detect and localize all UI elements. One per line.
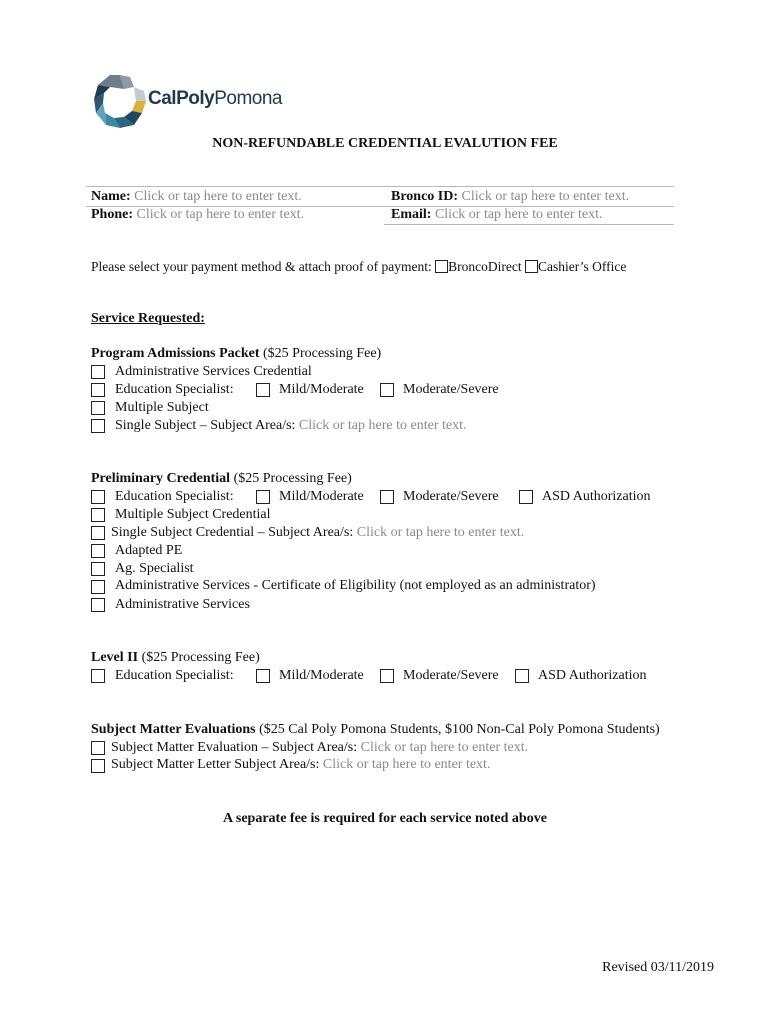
mild-moderate-label: Mild/Moderate (279, 382, 364, 397)
subject-matter-letter-row (111, 757, 490, 773)
level2-education-specialist-label: Education Specialist: (115, 668, 234, 683)
logo-wordmark: CalPolyPomona (148, 88, 282, 109)
bronco-id-label: Bronco ID: (391, 189, 459, 204)
education-specialist-checkbox[interactable] (91, 383, 105, 397)
subject-matter-letter-label: Subject Matter Letter Subject Area/s: (111, 757, 320, 772)
prelim-asd-authorization-label: ASD Authorization (542, 489, 651, 504)
email-field[interactable] (391, 207, 603, 223)
service-requested-heading: Service Requested: (91, 311, 205, 326)
subject-matter-evaluation-checkbox[interactable] (91, 741, 105, 755)
document-title: NON-REFUNDABLE CREDENTIAL EVALUTION FEE (212, 136, 558, 151)
subject-matter-evaluation-row (111, 740, 528, 756)
bronco-id-placeholder[interactable]: Click or tap here to enter text. (461, 189, 630, 204)
multiple-subject-checkbox[interactable] (91, 401, 105, 415)
preliminary-credential-heading: Preliminary Credential ($25 Processing Fee) (91, 471, 352, 486)
cashiers-office-checkbox[interactable] (525, 260, 538, 273)
single-subject-credential-row (111, 525, 524, 541)
level2-asd-authorization-checkbox[interactable] (515, 669, 529, 683)
subject-matter-heading: Subject Matter Evaluations ($25 Cal Poly Pomona Students, $100 Non-Cal Poly Pomona Students) (91, 722, 660, 737)
ag-specialist-checkbox[interactable] (91, 562, 105, 576)
single-subject-row (115, 418, 466, 434)
mild-moderate-checkbox[interactable] (256, 383, 270, 397)
prelim-moderate-severe-label: Moderate/Severe (403, 489, 499, 504)
prelim-mild-moderate-checkbox[interactable] (256, 490, 270, 504)
single-subject-credential-label: Single Subject Credential – Subject Area/s: (111, 525, 354, 540)
separate-fee-note: A separate fee is required for each service noted above (223, 811, 547, 826)
phone-placeholder[interactable]: Click or tap here to enter text. (136, 207, 305, 222)
phone-field[interactable] (91, 207, 304, 223)
multiple-subject-credential-checkbox[interactable] (91, 508, 105, 522)
admin-certificate-eligibility-checkbox[interactable] (91, 580, 105, 594)
name-field[interactable] (91, 189, 302, 205)
prelim-asd-authorization-checkbox[interactable] (519, 490, 533, 504)
subject-matter-evaluation-label: Subject Matter Evaluation – Subject Area/s: (111, 740, 358, 755)
broncodirect-label: BroncoDirect (448, 259, 522, 274)
payment-method-row (91, 259, 626, 275)
name-placeholder[interactable]: Click or tap here to enter text. (134, 189, 302, 204)
field-bottom-divider (384, 224, 674, 225)
adapted-pe-label: Adapted PE (115, 543, 183, 558)
moderate-severe-label: Moderate/Severe (403, 382, 499, 397)
level2-mild-moderate-label: Mild/Moderate (279, 668, 364, 683)
revision-date: Revised 03/11/2019 (602, 960, 714, 975)
prelim-admin-services-checkbox[interactable] (91, 598, 105, 612)
prelim-education-specialist-checkbox[interactable] (91, 490, 105, 504)
prelim-moderate-severe-checkbox[interactable] (380, 490, 394, 504)
broncodirect-checkbox[interactable] (435, 260, 448, 273)
admin-certificate-eligibility-label: Administrative Services - Certificate of Eligibility (not employed as an administrator) (115, 578, 596, 593)
email-label: Email: (391, 207, 432, 222)
single-subject-input[interactable]: Click or tap here to enter text. (298, 418, 467, 433)
level2-asd-authorization-label: ASD Authorization (538, 668, 647, 683)
admin-services-credential-label: Administrative Services Credential (115, 364, 312, 379)
moderate-severe-checkbox[interactable] (380, 383, 394, 397)
multiple-subject-credential-label: Multiple Subject Credential (115, 507, 271, 522)
payment-prompt: Please select your payment method & attach proof of payment: (91, 259, 432, 274)
level2-education-specialist-checkbox[interactable] (91, 669, 105, 683)
prelim-mild-moderate-label: Mild/Moderate (279, 489, 364, 504)
adapted-pe-checkbox[interactable] (91, 544, 105, 558)
multiple-subject-label: Multiple Subject (115, 400, 209, 415)
single-subject-credential-checkbox[interactable] (91, 526, 105, 540)
admin-services-credential-checkbox[interactable] (91, 365, 105, 379)
single-subject-label: Single Subject – Subject Area/s: (115, 418, 296, 433)
bronco-id-field[interactable] (391, 189, 629, 205)
subject-matter-evaluation-input[interactable]: Click or tap here to enter text. (360, 740, 529, 755)
program-admissions-heading: Program Admissions Packet ($25 Processing Fee) (91, 346, 382, 361)
education-specialist-label: Education Specialist: (115, 382, 234, 397)
level-ii-heading: Level II ($25 Processing Fee) (91, 650, 260, 665)
single-subject-credential-input[interactable]: Click or tap here to enter text. (356, 525, 525, 540)
level2-moderate-severe-checkbox[interactable] (380, 669, 394, 683)
level2-moderate-severe-label: Moderate/Severe (403, 668, 499, 683)
field-top-divider (86, 186, 674, 187)
ag-specialist-label: Ag. Specialist (115, 561, 194, 576)
email-placeholder[interactable]: Click or tap here to enter text. (434, 207, 603, 222)
subject-matter-letter-checkbox[interactable] (91, 759, 105, 773)
subject-matter-letter-input[interactable]: Click or tap here to enter text. (322, 757, 491, 772)
prelim-admin-services-label: Administrative Services (115, 597, 250, 612)
single-subject-checkbox[interactable] (91, 419, 105, 433)
prelim-education-specialist-label: Education Specialist: (115, 489, 234, 504)
phone-label: Phone: (91, 207, 133, 222)
cal-poly-pomona-logo (92, 72, 152, 130)
level2-mild-moderate-checkbox[interactable] (256, 669, 270, 683)
cashiers-office-label: Cashier’s Office (538, 259, 627, 274)
name-label: Name: (91, 189, 131, 204)
